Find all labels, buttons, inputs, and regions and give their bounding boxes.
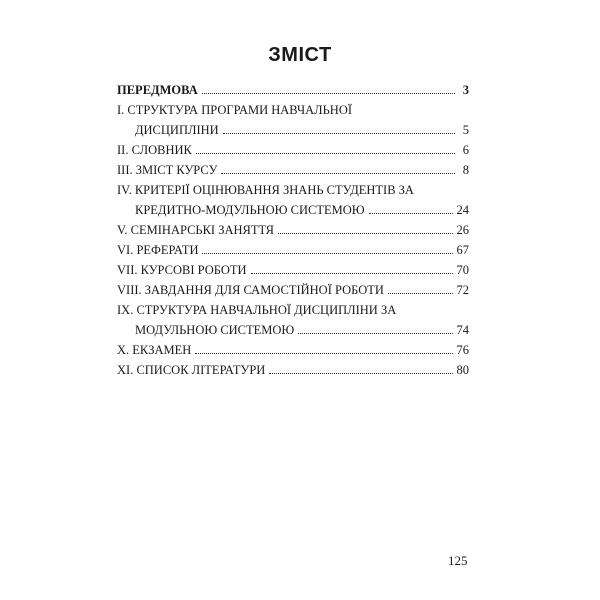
toc-entry[interactable]	[117, 140, 469, 160]
dot-leader	[223, 133, 455, 134]
toc-entry-title: VI. РЕФЕРАТИ	[117, 243, 199, 257]
toc-entry-page: 74	[456, 323, 469, 337]
toc-entry-page: 67	[456, 243, 469, 257]
toc-entry-page: 76	[456, 343, 469, 357]
toc-entry[interactable]	[117, 80, 469, 100]
toc-entry-title-continued: КРЕДИТНО-МОДУЛЬНОЮ СИСТЕМОЮ	[135, 203, 365, 217]
toc-entry-title: VIII. ЗАВДАННЯ ДЛЯ САМОСТІЙНОЇ РОБОТИ	[117, 283, 384, 297]
table-of-contents	[117, 80, 469, 380]
toc-entry-page: 70	[456, 263, 469, 277]
dot-leader	[202, 253, 452, 254]
toc-entry[interactable]	[117, 160, 469, 180]
toc-entry[interactable]	[117, 180, 469, 220]
toc-entry[interactable]	[117, 300, 469, 340]
toc-entry-title-continued: ДИСЦИПЛІНИ	[135, 123, 219, 137]
toc-entry-title: IV. КРИТЕРІЇ ОЦІНЮВАННЯ ЗНАНЬ СТУДЕНТІВ ЗА	[117, 183, 414, 197]
dot-leader	[388, 293, 453, 294]
toc-entry-title: IX. СТРУКТУРА НАВЧАЛЬНОЇ ДИСЦИПЛІНИ ЗА	[117, 303, 397, 317]
toc-entry[interactable]	[117, 240, 469, 260]
toc-entry-page: 3	[462, 83, 469, 97]
toc-entry-page: 24	[456, 203, 469, 217]
dot-leader	[221, 173, 455, 174]
toc-entry-title: X. ЕКЗАМЕН	[117, 343, 192, 357]
toc-entry[interactable]	[117, 280, 469, 300]
dot-leader	[278, 233, 452, 234]
page-title: ЗМІСТ	[268, 44, 332, 66]
toc-entry-page: 80	[456, 363, 469, 377]
page-number: 125	[448, 553, 468, 568]
dot-leader	[195, 353, 452, 354]
toc-entry-title: III. ЗМІСТ КУРСУ	[117, 163, 218, 177]
toc-entry-page: 8	[462, 163, 469, 177]
toc-entry[interactable]	[117, 100, 469, 140]
toc-entry[interactable]	[117, 340, 469, 360]
toc-entry-title: II. СЛОВНИК	[117, 143, 192, 157]
toc-entry-title: VII. КУРСОВІ РОБОТИ	[117, 263, 247, 277]
toc-entry-title: XI. СПИСОК ЛІТЕРАТУРИ	[117, 363, 266, 377]
toc-entry[interactable]	[117, 260, 469, 280]
toc-entry-page: 5	[462, 123, 469, 137]
toc-entry[interactable]	[117, 220, 469, 240]
toc-entry-page: 26	[456, 223, 469, 237]
dot-leader	[196, 153, 455, 154]
toc-entry-page: 72	[456, 283, 469, 297]
dot-leader	[298, 333, 452, 334]
toc-entry-title-continued: МОДУЛЬНОЮ СИСТЕМОЮ	[135, 323, 295, 337]
dot-leader	[369, 213, 453, 214]
dot-leader	[269, 373, 452, 374]
toc-entry-title: V. СЕМІНАРСЬКІ ЗАНЯТТЯ	[117, 223, 275, 237]
dot-leader	[202, 93, 455, 94]
toc-entry[interactable]	[117, 360, 469, 380]
toc-entry-page: 6	[462, 143, 469, 157]
toc-entry-title: I. СТРУКТУРА ПРОГРАМИ НАВЧАЛЬНОЇ	[117, 103, 353, 117]
dot-leader	[251, 273, 453, 274]
toc-entry-title: ПЕРЕДМОВА	[117, 83, 198, 97]
